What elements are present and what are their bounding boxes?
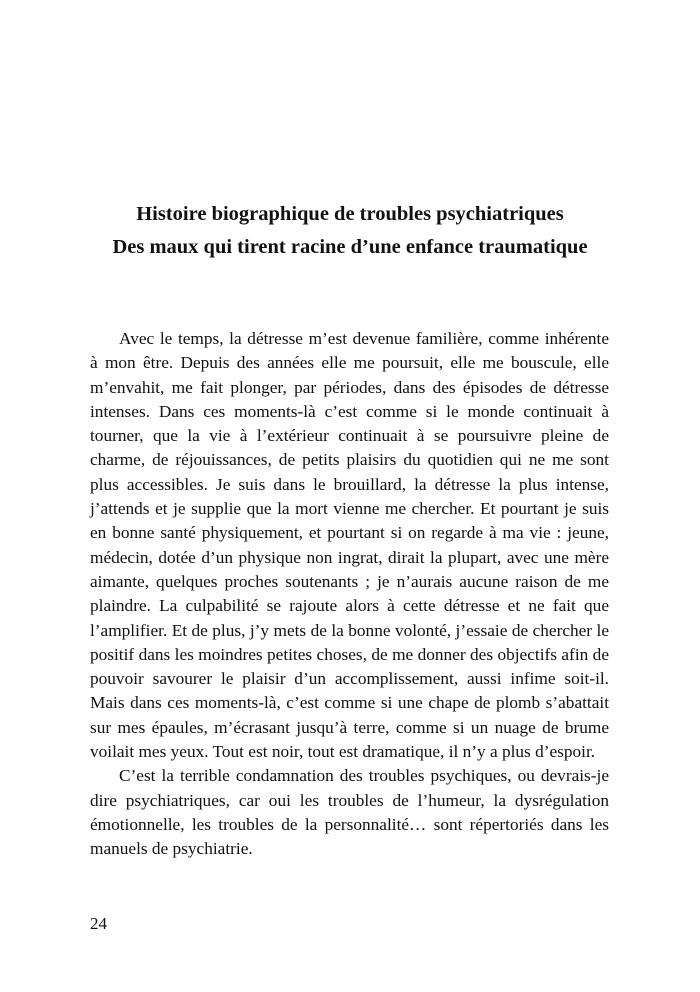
paragraph-2: C’est la terrible condamnation des troubles psychiques, ou devrais-je dire psychiatriques, car oui les troubles de l’humeur, la dysrégulation émotionnelle, les troubles de la personnalité… sont répertoriés dans les manuels de psychiatrie. — [90, 766, 609, 859]
page-number: 24 — [90, 914, 107, 933]
chapter-title-line-1: Histoire biographique de troubles psychiatriques — [136, 203, 564, 225]
chapter-title — [60, 198, 640, 264]
paragraph-1: Avec le temps, la détresse m’est devenue familière, comme inhérente à mon être. Depuis des années elle me poursuit, elle me bouscule, elle m’envahit, me fait plonger, par périodes, dans des épisodes de détresse intenses. Dans ces moments-là c’est comme si le monde continuait à tourner, que la vie à l’extérieur continuait à se poursuivre pleine de charme, de réjouissances, de petits plaisirs du quotidien qui ne me sont plus accessibles. Je suis dans le brouillard, la détresse la plus intense, j’attends et je supplie que la mort vienne me chercher. Et pourtant je suis en bonne santé physiquement, et pourtant si on regarde à ma vie : jeune, médecin, dotée d’un physique non ingrat, dirait la plupart, avec une mère aimante, quelques proches soutenants ; je n’aurais aucune raison de me plaindre. La culpabilité se rajoute alors à cette détresse et ne fait que l’amplifier. Et de plus, j’y mets de la bonne volonté, j’essaie de chercher le positif dans les moindres petites choses, de me donner des objectifs afin de pouvoir savourer le plaisir d’un accomplissement, aussi infime soit-il. Mais dans ces moments-là, c’est comme si une chape de plomb s’abattait sur mes épaules, m’écrasant jusqu’à terre, comme si un nuage de brume voilait mes yeux. Tout est noir, tout est dramatique, il n’y a plus d’espoir. — [90, 329, 609, 762]
body-text — [90, 327, 609, 862]
chapter-title-line-2: Des maux qui tirent racine d’une enfance traumatique — [112, 236, 588, 258]
